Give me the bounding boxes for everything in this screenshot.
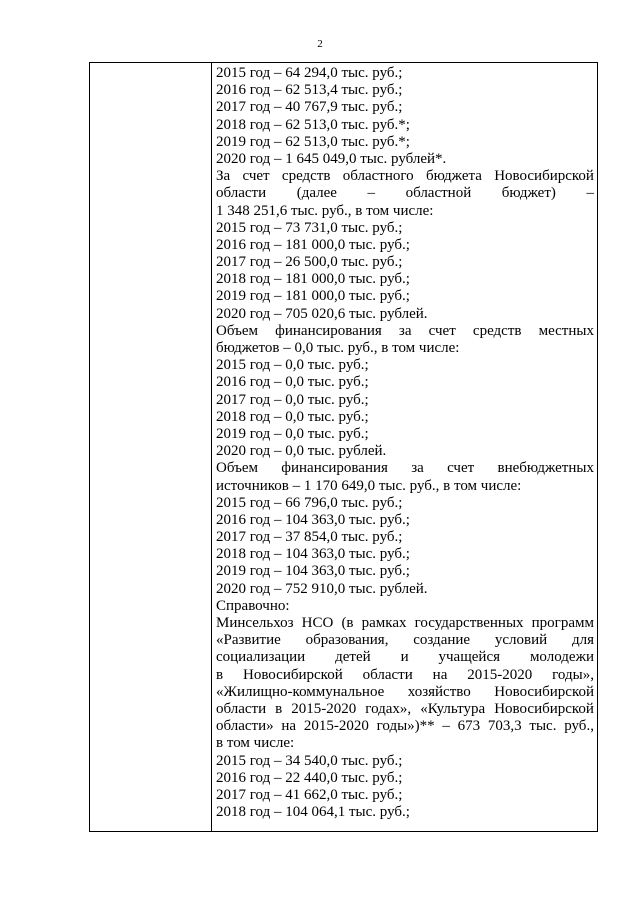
text-line: 2019 год – 0,0 тыс. руб.; bbox=[216, 425, 369, 442]
text-line: 2019 год – 104 363,0 тыс. руб.; bbox=[216, 563, 410, 580]
text-line: 2017 год – 0,0 тыс. руб.; bbox=[216, 391, 369, 408]
text-line: За счет средств областного бюджета Новосибирской bbox=[216, 168, 594, 185]
text-line: Объем финансирования за счет внебюджетных bbox=[216, 460, 594, 477]
text-line: 2017 год – 41 662,0 тыс. руб.; bbox=[216, 786, 403, 803]
text-line: 2018 год – 62 513,0 тыс. руб.*; bbox=[216, 116, 410, 133]
text-line: 2016 год – 22 440,0 тыс. руб.; bbox=[216, 769, 403, 786]
text-line: в том числе: bbox=[216, 735, 295, 752]
text-line: 2018 год – 0,0 тыс. руб.; bbox=[216, 408, 369, 425]
text-line: 2015 год – 64 294,0 тыс. руб.; bbox=[216, 65, 403, 81]
text-line: 2015 год – 66 796,0 тыс. руб.; bbox=[216, 494, 403, 511]
text-line: Справочно: bbox=[216, 597, 290, 614]
table-right-cell bbox=[216, 65, 594, 821]
text-line: 2016 год – 181 000,0 тыс. руб.; bbox=[216, 236, 410, 253]
text-line: Минсельхоз НСО (в рамках государственных программ bbox=[216, 615, 594, 631]
text-line: «Развитие образования, создание условий для bbox=[216, 632, 594, 649]
text-line: 1 348 251,6 тыс. руб., в том числе: bbox=[216, 202, 434, 219]
text-line: 2020 год – 705 020,6 тыс. рублей. bbox=[216, 305, 428, 322]
text-line: источников – 1 170 649,0 тыс. руб., в том числе: bbox=[216, 477, 522, 494]
table-left-cell bbox=[90, 63, 212, 831]
text-line: области в 2015-2020 годах», «Культура Новосибирской bbox=[216, 700, 594, 717]
text-line: 2020 год – 0,0 тыс. рублей. bbox=[216, 443, 387, 460]
text-line: 2018 год – 104 363,0 тыс. руб.; bbox=[216, 546, 410, 563]
text-line: 2015 год – 0,0 тыс. руб.; bbox=[216, 357, 369, 374]
text-line: социализации детей и учащейся молодежи bbox=[216, 649, 594, 666]
text-line: Объем финансирования за счет средств местных bbox=[216, 322, 594, 339]
text-line: 2020 год – 1 645 049,0 тыс. рублей*. bbox=[216, 150, 447, 167]
text-line: области (далее – областной бюджет) – bbox=[216, 185, 594, 202]
text-line: 2018 год – 181 000,0 тыс. руб.; bbox=[216, 271, 410, 288]
text-line: 2020 год – 752 910,0 тыс. рублей. bbox=[216, 580, 428, 597]
text-line: 2016 год – 0,0 тыс. руб.; bbox=[216, 374, 369, 391]
text-line: 2016 год – 62 513,4 тыс. руб.; bbox=[216, 82, 403, 99]
text-line: 2019 год – 181 000,0 тыс. руб.; bbox=[216, 288, 410, 305]
text-line: бюджетов – 0,0 тыс. руб., в том числе: bbox=[216, 340, 460, 356]
text-line: 2017 год – 26 500,0 тыс. руб.; bbox=[216, 254, 403, 271]
text-line: 2017 год – 40 767,9 тыс. руб.; bbox=[216, 99, 403, 116]
text-line: «Жилищно-коммунальное хозяйство Новосибирской bbox=[216, 683, 594, 700]
text-line: 2015 год – 34 540,0 тыс. руб.; bbox=[216, 752, 403, 769]
text-line: области» на 2015-2020 годы»)** – 673 703,3 тыс. руб., bbox=[216, 718, 594, 735]
text-line: 2019 год – 62 513,0 тыс. руб.*; bbox=[216, 133, 410, 150]
text-line: 2016 год – 104 363,0 тыс. руб.; bbox=[216, 511, 410, 528]
page-number: 2 bbox=[317, 38, 323, 50]
text-line: в Новосибирской области на 2015-2020 годы», bbox=[216, 666, 594, 683]
text-line: 2017 год – 37 854,0 тыс. руб.; bbox=[216, 529, 403, 546]
text-line: 2015 год – 73 731,0 тыс. руб.; bbox=[216, 219, 403, 236]
document-table bbox=[89, 62, 598, 832]
text-line: 2018 год – 104 064,1 тыс. руб.; bbox=[216, 804, 410, 821]
